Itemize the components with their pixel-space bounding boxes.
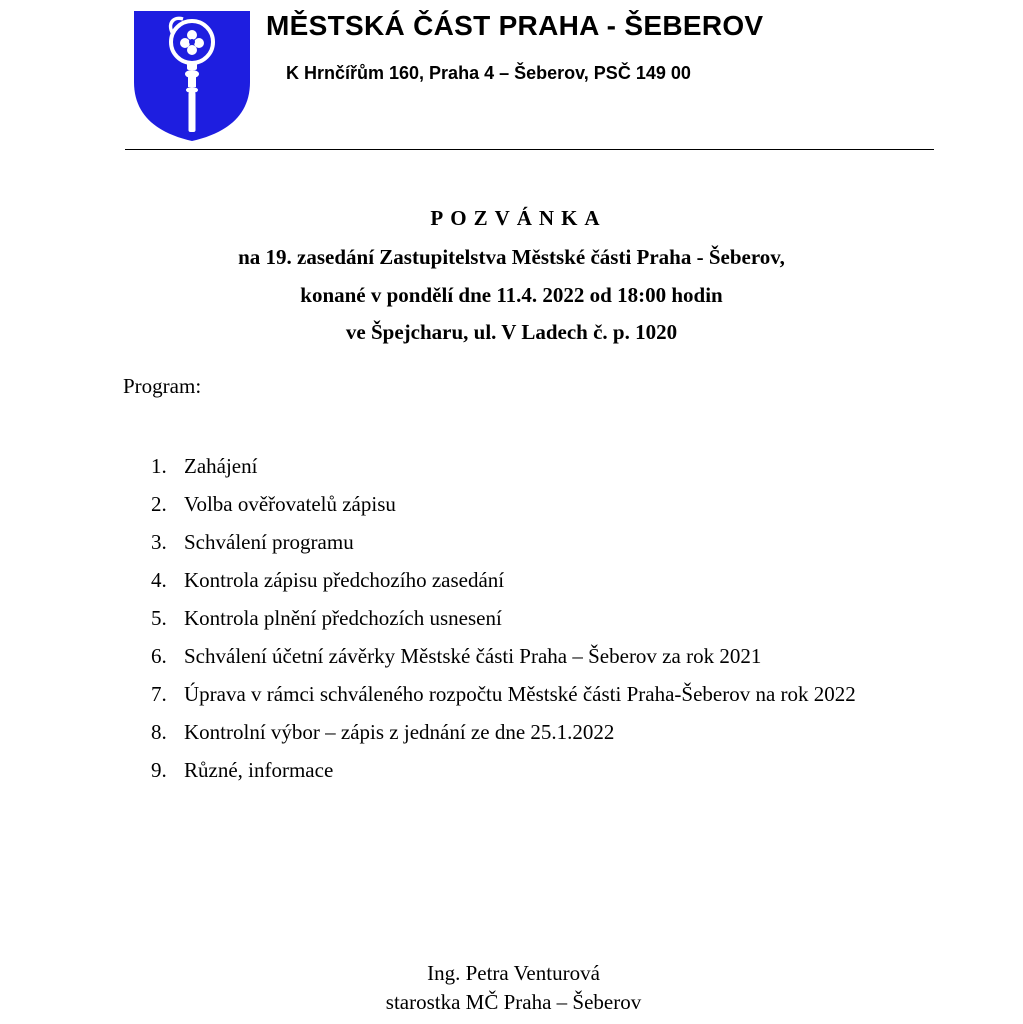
agenda-list [151, 451, 921, 793]
invitation-line-2: konané v pondělí dne 11.4. 2022 od 18:00 hodin [300, 283, 723, 307]
agenda-item-text: Kontrola plnění předchozích usnesení [184, 606, 502, 630]
agenda-item-number: 4. [151, 568, 167, 592]
agenda-item [151, 717, 921, 747]
agenda-item [151, 603, 921, 633]
agenda-item-number: 3. [151, 530, 167, 554]
crozier-coat-of-arms-icon [133, 10, 251, 142]
invitation-line-1: na 19. zasedání Zastupitelstva Městské části Praha - Šeberov, [238, 245, 785, 269]
agenda-item-text: Volba ověřovatelů zápisu [184, 492, 396, 516]
organization-name: MĚSTSKÁ ČÁST PRAHA - ŠEBEROV [266, 10, 764, 41]
agenda-item-text: Schválení účetní závěrky Městské části Praha – Šeberov za rok 2021 [184, 644, 762, 668]
invitation-title: POZVÁNKA [430, 206, 607, 230]
agenda-item-text: Kontrolní výbor – zápis z jednání ze dne 25.1.2022 [184, 720, 615, 744]
agenda-item-number: 9. [151, 758, 167, 782]
signatory-name: Ing. Petra Venturová [427, 961, 600, 985]
agenda-item [151, 679, 921, 709]
agenda-item-text: Schválení programu [184, 530, 354, 554]
agenda-item-number: 2. [151, 492, 167, 516]
agenda-item-text: Kontrola zápisu předchozího zasedání [184, 568, 505, 592]
invitation-line-3: ve Špejcharu, ul. V Ladech č. p. 1020 [345, 320, 678, 344]
agenda-item-number: 1. [151, 454, 167, 478]
organization-address: K Hrnčířům 160, Praha 4 – Šeberov, PSČ 149 00 [286, 63, 691, 83]
agenda-item-text: Úprava v rámci schváleného rozpočtu Městské části Praha-Šeberov na rok 2022 [184, 682, 856, 706]
agenda-item-number: 5. [151, 606, 167, 630]
agenda-item-number: 7. [151, 682, 167, 706]
agenda-item-text: Zahájení [184, 454, 258, 478]
agenda-item [151, 489, 921, 519]
agenda-item [151, 755, 921, 785]
agenda-item [151, 565, 921, 595]
agenda-item-number: 8. [151, 720, 167, 744]
signatory-role: starostka MČ Praha – Šeberov [385, 990, 642, 1014]
agenda-item-number: 6. [151, 644, 167, 668]
agenda-item-text: Různé, informace [184, 758, 334, 782]
agenda-item [151, 641, 921, 671]
header-divider [125, 149, 934, 150]
agenda-item [151, 451, 921, 481]
agenda-item [151, 527, 921, 557]
program-label: Program: [123, 374, 202, 398]
